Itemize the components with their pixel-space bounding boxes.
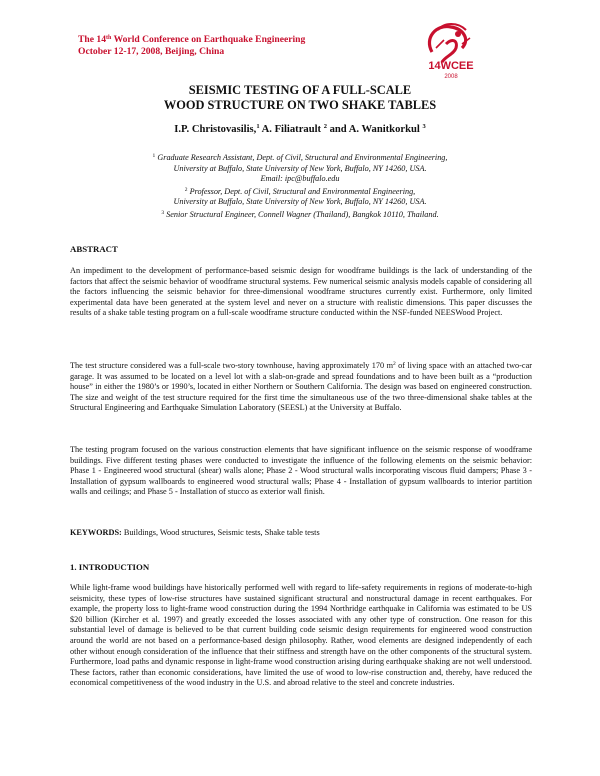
paper-title <box>0 83 600 113</box>
wcee-logo <box>418 18 484 82</box>
abstract-paragraph-2: The test structure considered was a full-scale two-story townhouse, having approximately 170 $m^2$ of living space with an attached two-car garage. It was assumed to be located on a level lot with a slab-on-grade and spread foundations and to have been built as a “production house” in either the 1980’s or 1990’s, located in either Northern or Southern California. The design was based on engineered construction. The size and weight of the test structure required for the first time the simultaneous use of the two three-dimensional shake tables at the Structural Engineering and Earthquake Simulation Laboratory (SEESL) at the University at Buffalo. <box>70 361 532 413</box>
abstract-paragraph-1: An impediment to the development of performance-based seismic design for woodframe buildings is the lack of understanding of the factors that affect the seismic behavior of woodframe structural systems. Few numerical seismic analysis models capable of considering all the factors influencing the seismic behavior for three-dimensional woodframe structures currently exist. Furthermore, only limited experimental data have been generated at the system level and never on a structure with realistic dimensions. This paper discusses the results of a shake table testing program on a full-scale woodframe structure conducted within the NSF-funded NEESWood Project. <box>70 266 532 318</box>
conference-line-1: The 14th World Conference on Earthquake Engineering <box>78 34 306 45</box>
introduction-paragraph-1: While light-frame wood buildings have historically performed well with regard to life-safety requirements in regions of moderate-to-high seismicity, these types of low-rise structures have sustained significant structural and nonstructural damage in recent earthquakes. For example, the property loss to light-frame wood construction during the 1994 Northridge earthquake in California was estimated to be US $20 billion (Kircher et al. 1997) and greatly exceeded the losses associated with any other type of construction. One reason for this substantial level of damage is believed to be that current building code seismic design requirements for engineered wood construction around the world are not based on a performance-based design philosophy. Rather, wood elements are designed independently of each other without enough consideration of the influence that their stiffness and strength have on the other components of the structural system. Furthermore, load paths and dynamic response in light-frame wood construction arising during earthquake shaking are not well understood. These factors, rather than economic considerations, have limited the use of wood to low-rise construction and, thereby, have reduced the economical competitiveness of the wood industry in the U.S. and abroad relative to the steel and concrete industries. <box>70 583 532 688</box>
affiliations <box>0 151 600 221</box>
keywords-text: Buildings, Wood structures, Seismic tests, Shake table tests <box>121 528 320 537</box>
abstract-heading: ABSTRACT <box>70 244 118 254</box>
keywords-label: KEYWORDS: <box>70 528 122 537</box>
conference-line-2: October 12-17, 2008, Beijing, China <box>78 45 225 57</box>
introduction-heading: 1. INTRODUCTION <box>70 562 150 572</box>
abstract-paragraph-3: The testing program focused on the various construction elements that have significant influence on the seismic response of woodframe buildings. Five different testing phases were conducted to investigate the influence of the following elements on the seismic behavior: Phase 1 - Engineered wood structural (shear) walls alone; Phase 2 - Wood structural walls incorporating viscous fluid dampers; Phase 3 - Installation of gypsum wallboards to engineered wood structural walls; Phase 4 - Installation of gypsum wallboards to interior partition walls and ceilings; and Phase 5 - Installation of stucco as exterior wall finish. <box>70 445 532 497</box>
author-1: I.P. Christovasilis, <box>174 124 257 135</box>
title-line-1: SEISMIC TESTING OF A FULL-SCALE <box>188 83 412 97</box>
affiliation-line: $^3$ Senior Structural Engineer, Connell Wagner (Thailand), Bangkok 10110, Thailand. <box>161 209 439 219</box>
conference-header <box>78 33 305 57</box>
author-3: and A. Wanitkorkul <box>326 124 423 135</box>
affiliation-line: $^1$ Graduate Research Assistant, Dept. of Civil, Structural and Environmental Engineering, <box>152 153 448 162</box>
affiliation-line: University at Buffalo, State University of New York, Buffalo, NY 14260, USA. <box>173 197 427 207</box>
keywords <box>70 528 532 539</box>
author-2: A. Filiatrault <box>259 124 324 135</box>
title-line-2: WOOD STRUCTURE ON TWO SHAKE TABLES <box>163 98 437 112</box>
author-list: I.P. Christovasilis,$^1$ A. Filiatrault $^2$ and A. Wanitkorkul $^3$ <box>174 123 426 135</box>
affiliation-email: Email: ipc@buffalo.edu <box>260 174 340 184</box>
affiliation-line: $^2$ Professor, Dept. of Civil, Structural and Environmental Engineering, <box>184 186 416 196</box>
logo-year: 2008 <box>444 74 458 80</box>
affiliation-line: University at Buffalo, State University of New York, Buffalo, NY 14260, USA. <box>173 163 427 173</box>
logo-text: 14WCEE <box>428 60 474 72</box>
